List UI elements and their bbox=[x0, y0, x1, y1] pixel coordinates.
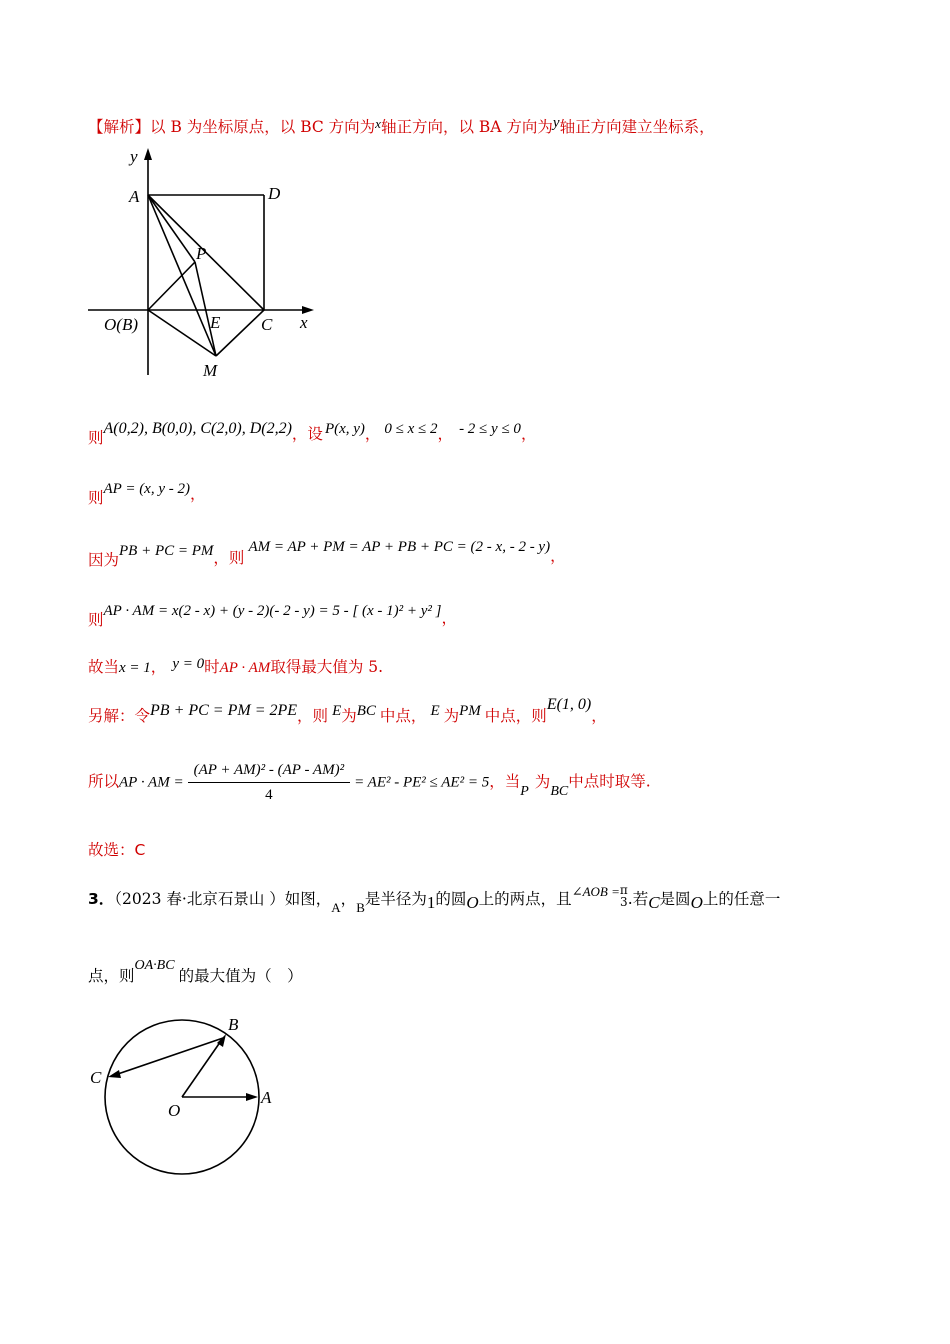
pi-over-3: π 3 bbox=[619, 883, 628, 909]
circle-figure bbox=[85, 1010, 285, 1185]
label-e: E bbox=[210, 313, 221, 332]
ap-line: 则AP = (x, y - 2)， bbox=[88, 481, 206, 507]
label-y: y bbox=[130, 147, 138, 166]
label-c2: C bbox=[90, 1068, 102, 1087]
label-b: B bbox=[228, 1015, 239, 1034]
label-o: O bbox=[168, 1101, 181, 1120]
answer: 故选：C bbox=[88, 841, 146, 859]
max-line: 故当x = 1， y = 0时AP · AM取得最大值为 5. bbox=[88, 656, 384, 676]
alt-line: 另解：令PB + PC = PM = 2PE，则 E为BC 中点， E 为PM 中点，则E(1, 0)， bbox=[88, 696, 607, 725]
label-a2: A bbox=[261, 1088, 272, 1107]
label-d: D bbox=[268, 184, 281, 203]
label-c: C bbox=[261, 315, 273, 334]
question-line2: 点，则OA·BC的最大值为（ ） bbox=[88, 958, 303, 985]
coords-line: 则A(0,2), B(0,0), C(2,0), D(2,2)，设 P(x, y)， 0 ≤ x ≤ 2， - 2 ≤ y ≤ 0， bbox=[88, 420, 537, 447]
because-line: 因为PB + PC = PM，则AM = AP + PM = AP + PB + PC = (2 - x, - 2 - y)， bbox=[88, 539, 566, 569]
dot-line: 则AP · AM = x(2 - x) + (y - 2)(- 2 - y) = 5 - [ (x - 1)² + y² ]， bbox=[88, 603, 458, 629]
label-origin: O(B) bbox=[104, 315, 138, 334]
solution-intro: 【解析】以 B 为坐标原点，以 BC 方向为$^x$轴正方向，以 BA 方向为y轴正方向建立坐标系， bbox=[88, 115, 715, 136]
coordinate-figure bbox=[85, 140, 325, 385]
label-x: x bbox=[300, 313, 308, 332]
fraction: $\frac{\text{(AP + AM)² - (AP - AM)²}}{4}$ bbox=[188, 760, 350, 805]
question-number: 3． bbox=[88, 890, 115, 908]
label-a: A bbox=[129, 187, 140, 206]
label-p: P bbox=[196, 244, 207, 263]
analysis-tag: 【解析】 bbox=[88, 118, 151, 136]
label-m: M bbox=[203, 361, 218, 380]
question-line1: 3．（2023 春·北京石景山 ）如图，$_A$，$_B$是半径为1的圆O上的两点，且$^{\angle AOB =}$ π 3 .若C是圆O上的任意一 bbox=[88, 883, 781, 915]
fraction-line: 所以AP · AM = $\frac{\text{(AP + AM)² - (AP - AM)²}}{4}$ = AE² - PE² ≤ AE² = 5，当P为BC中点时取等. bbox=[88, 762, 651, 803]
coords-expr: A(0,2), B(0,0), C(2,0), D(2,2) bbox=[103, 420, 292, 437]
